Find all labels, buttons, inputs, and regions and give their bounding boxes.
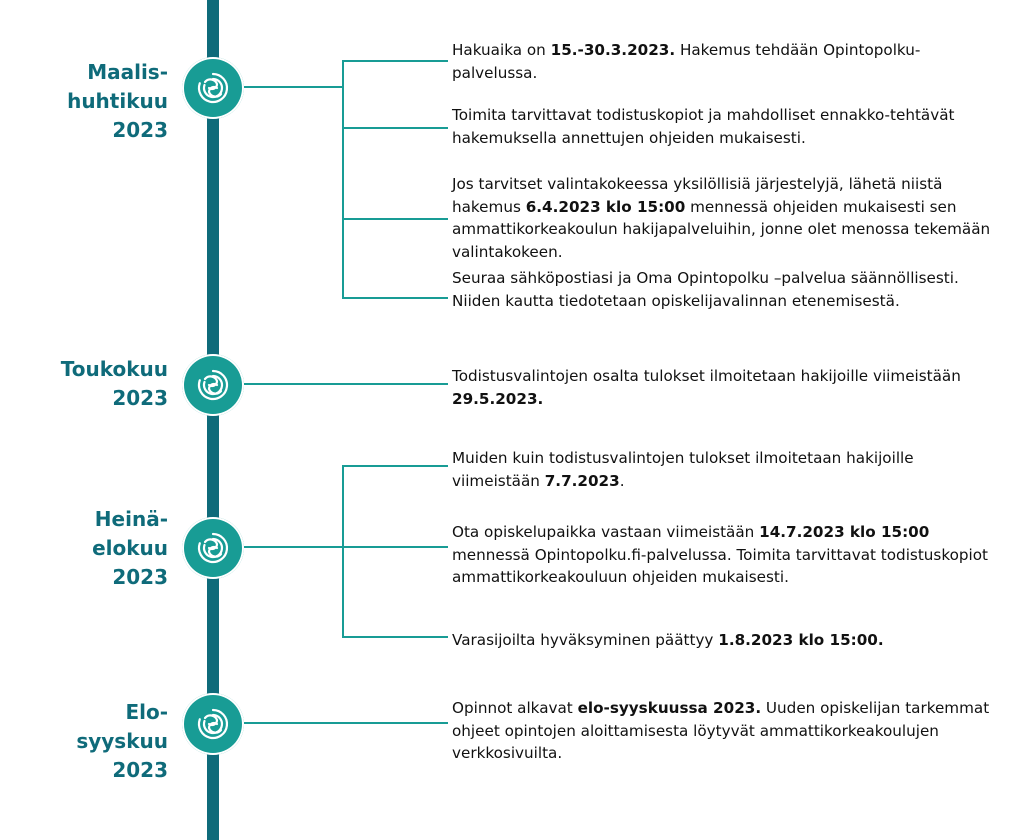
connector	[244, 546, 344, 548]
text-segment: Ota opiskelupaikka vastaan viimeistään	[452, 523, 760, 541]
connector	[342, 297, 448, 299]
timeline-node	[182, 693, 244, 755]
text-segment: Toimita tarvittavat todistuskopiot ja mahdolliset ennakko-tehtävät hakemuksella annettujen ohjeiden mukaisesti.	[452, 106, 955, 147]
text-segment: Seuraa sähköpostiasi ja Oma Opintopolku –palvelua säännöllisesti. Niiden kautta tiedotetaan opiskelijavalinnan etenemisestä.	[452, 269, 959, 310]
event-text	[452, 104, 997, 149]
text-emphasis: 6.4.2023 klo 15:00	[525, 197, 686, 216]
text-emphasis: 14.7.2023 klo 15:00	[759, 523, 930, 541]
text-segment: .	[619, 471, 625, 490]
event-text	[452, 365, 997, 410]
text-segment: mennessä Opintopolku.fi-palvelussa. Toimita tarvittavat todistuskopiot ammattikorkeakouluun ohjeiden mukaisesti.	[452, 545, 988, 586]
connector	[244, 383, 448, 385]
text-segment: Varasijoilta hyväksyminen päättyy	[452, 631, 719, 649]
text-segment: Muiden kuin todistusvalintojen tulokset ilmoitetaan hakijoille viimeistään	[452, 449, 914, 490]
connector	[342, 127, 448, 129]
period-label: Heinä- elokuu 2023	[92, 507, 168, 589]
timeline-node	[182, 354, 244, 416]
event-text	[452, 173, 997, 263]
text-segment: Hakemus tehdään Opintopolku-palvelussa.	[452, 41, 921, 82]
timeline-node	[182, 517, 244, 579]
text-segment: Hakuaika on	[452, 41, 551, 59]
text-emphasis: 15.-30.3.2023.	[550, 41, 676, 59]
connector	[342, 60, 344, 299]
text-segment: mennessä ohjeiden mukaisesti sen ammattikorkeakoulun hakijapalveluihin, jonne olet menossa tekemään valintakokeen.	[452, 197, 991, 261]
period-label: Toukokuu 2023	[60, 357, 168, 410]
text-segment: Uuden opiskelijan tarkemmat ohjeet opintojen aloittamisesta löytyvät ammattikorkeakoulujen verkkosivuilta.	[452, 699, 990, 762]
event-text	[452, 521, 997, 589]
connector	[342, 60, 448, 62]
text-emphasis: 1.8.2023 klo 15:00.	[718, 631, 884, 649]
connector	[344, 546, 448, 548]
swirl-icon	[193, 704, 233, 744]
timeline-node	[182, 57, 244, 119]
connector	[244, 722, 448, 724]
text-segment: Todistusvalintojen osalta tulokset ilmoitetaan hakijoille viimeistään	[452, 367, 961, 385]
text-segment: Jos tarvitset valintakokeessa yksilöllisiä järjestelyjä, lähetä niistä hakemus	[452, 175, 943, 216]
text-emphasis: 7.7.2023	[544, 471, 620, 490]
connector	[342, 636, 448, 638]
connector	[342, 465, 344, 638]
text-segment: Opinnot alkavat	[452, 699, 578, 717]
text-emphasis: 29.5.2023.	[452, 389, 544, 408]
connector	[244, 86, 344, 88]
text-emphasis: elo-syyskuussa 2023.	[577, 699, 762, 717]
event-text	[452, 629, 997, 652]
connector	[342, 218, 448, 220]
event-text	[452, 267, 997, 312]
swirl-icon	[193, 365, 233, 405]
swirl-icon	[193, 528, 233, 568]
event-text	[452, 697, 997, 765]
event-text	[452, 447, 997, 492]
period-label: Maalis- huhtikuu 2023	[67, 60, 168, 142]
swirl-icon	[193, 68, 233, 108]
period-label: Elo- syyskuu 2023	[76, 700, 168, 782]
event-text	[452, 39, 997, 84]
connector	[342, 465, 448, 467]
